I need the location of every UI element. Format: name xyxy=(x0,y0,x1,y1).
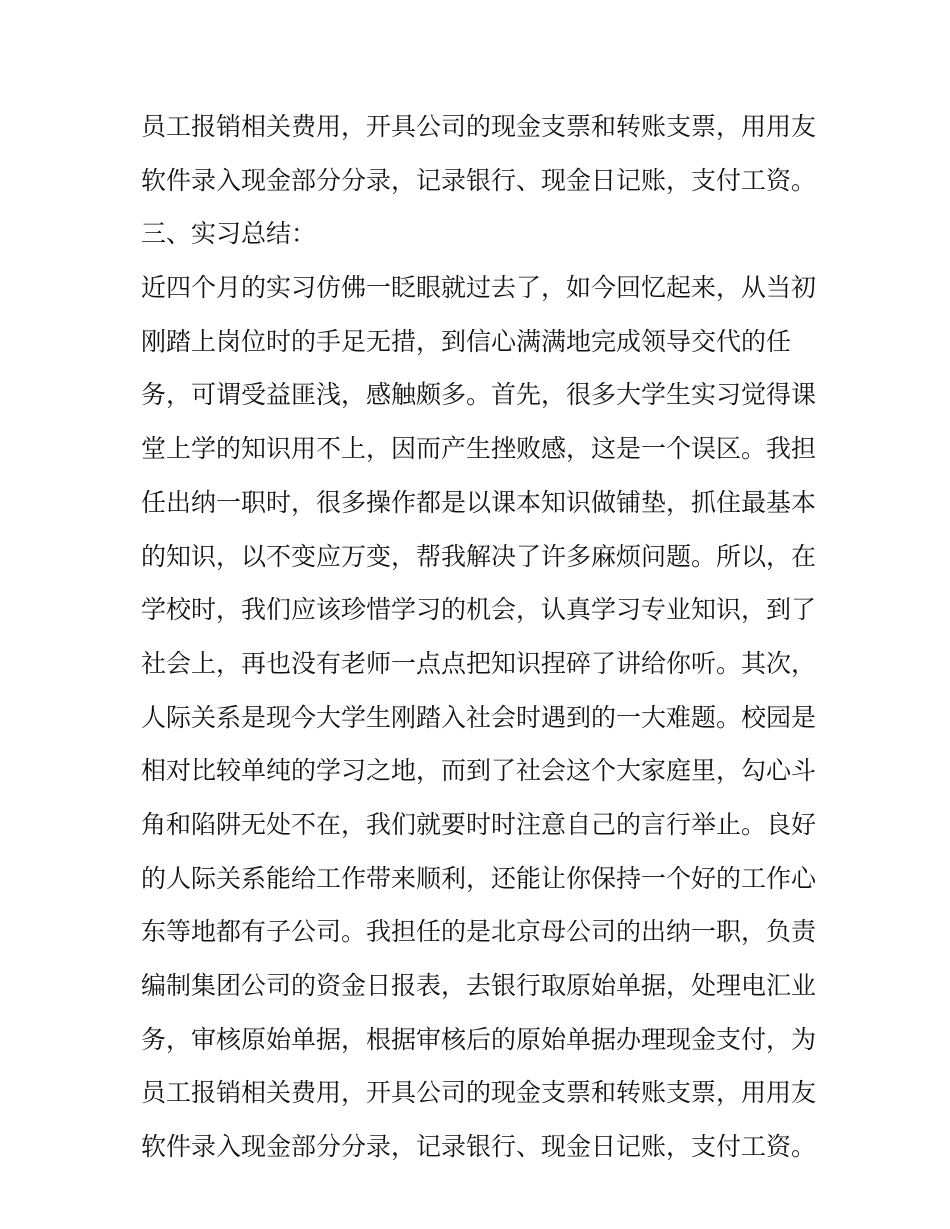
text-line-7: 堂上学的知识用不上，因而产生挫败感，这是一个误区。我担 xyxy=(141,434,817,464)
text-line-15: 的人际关系能给工作带来顺利，还能让你保持一个好的工作心 xyxy=(141,863,817,893)
text-line-9: 的知识，以不变应万变，帮我解决了许多麻烦问题。所以，在 xyxy=(141,541,817,571)
text-line-1: 员工报销相关费用，开具公司的现金支票和转账支票，用用友 xyxy=(141,112,817,141)
text-line-8: 任出纳一职时，很多操作都是以课本知识做铺垫，抓住最基本 xyxy=(141,487,817,517)
text-line-19: 员工报销相关费用，开具公司的现金支票和转账支票，用用友 xyxy=(141,1078,817,1108)
text-line-6: 务，可谓受益匪浅，感触颇多。首先，很多大学生实习觉得课 xyxy=(141,380,817,410)
body-text xyxy=(141,100,821,1174)
text-line-17: 编制集团公司的资金日报表，去银行取原始单据，处理电汇业 xyxy=(141,971,817,1000)
text-line-20: 软件录入现金部分分录，记录银行、现金日记账，支付工资。 xyxy=(141,1132,817,1162)
text-line-14: 角和陷阱无处不在，我们就要时时注意自己的言行举止。良好 xyxy=(141,809,817,839)
text-line-13: 相对比较单纯的学习之地，而到了社会这个大家庭里，勾心斗 xyxy=(141,756,817,786)
text-line-10: 学校时，我们应该珍惜学习的机会，认真学习专业知识，到了 xyxy=(141,595,817,625)
section-heading: 三、实习总结： xyxy=(141,219,317,249)
text-line-2: 软件录入现金部分分录，记录银行、现金日记账，支付工资。 xyxy=(141,165,817,195)
text-line-18: 务，审核原始单据，根据审核后的原始单据办理现金支付，为 xyxy=(141,1024,817,1054)
text-line-11: 社会上，再也没有老师一点点把知识捏碎了讲给你听。其次， xyxy=(141,648,817,678)
text-line-5: 刚踏上岗位时的手足无措，到信心满满地完成领导交代的任 xyxy=(141,326,792,356)
text-line-12: 人际关系是现今大学生刚踏入社会时遇到的一大难题。校园是 xyxy=(141,702,817,732)
text-line-4: 近四个月的实习仿佛一眨眼就过去了，如今回忆起来，从当初 xyxy=(141,273,817,303)
text-line-16: 东等地都有子公司。我担任的是北京母公司的出纳一职，负责 xyxy=(141,917,817,947)
